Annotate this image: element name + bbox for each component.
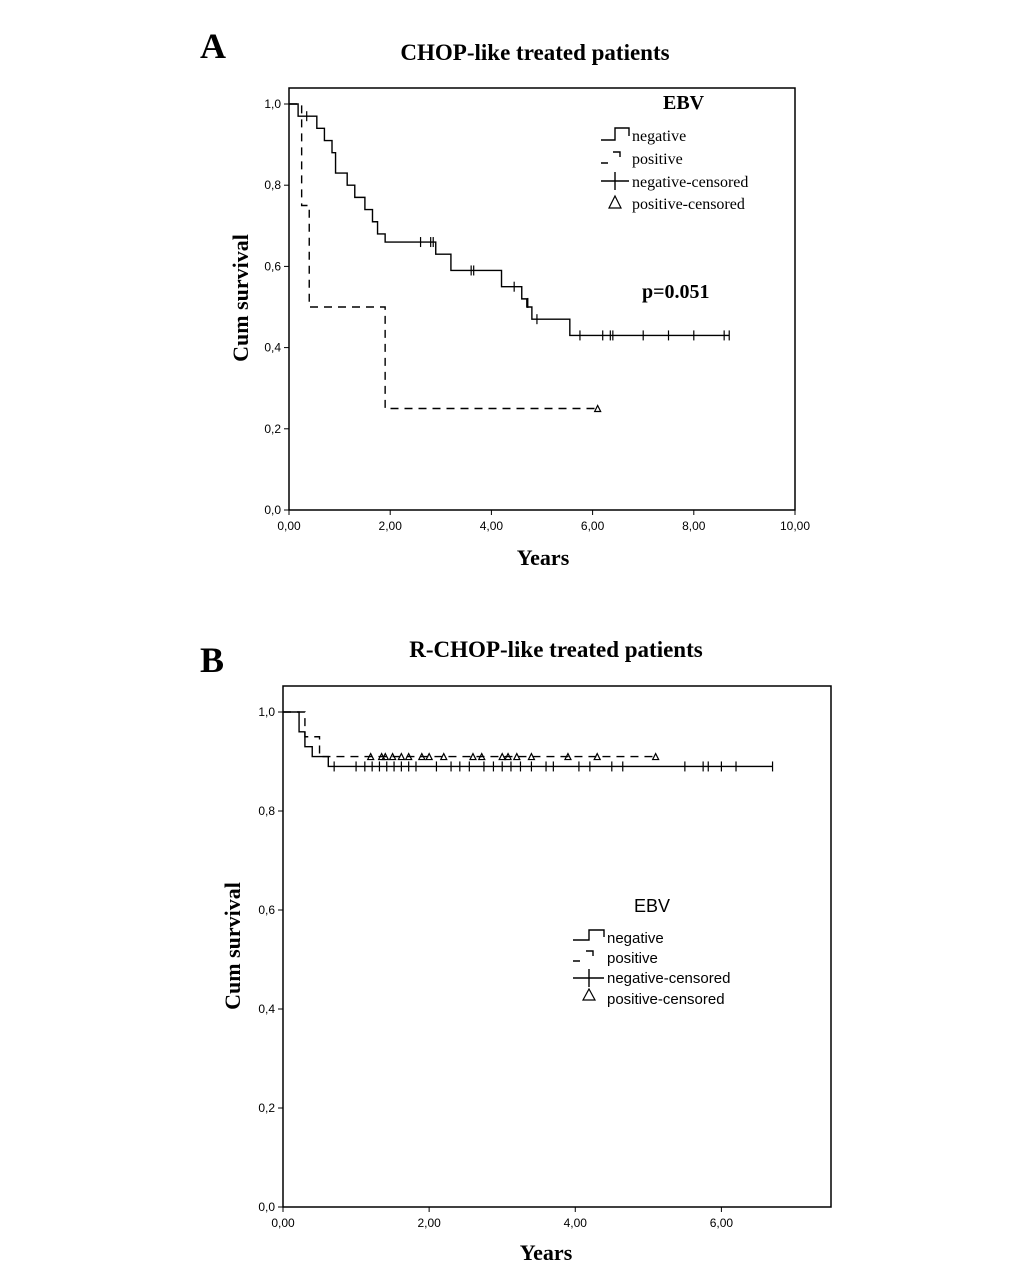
series-negative-line [283, 712, 773, 766]
panel-b-legend-positive-censored-swatch [583, 989, 595, 1000]
series-positive-censor-mark [426, 754, 432, 760]
panel-b-legend-negative-censored: negative-censored [607, 970, 731, 987]
panel-a-legend-positive-censored-swatch [609, 196, 621, 208]
panel-b-legend-title: EBV [634, 896, 671, 916]
panel-a-y-ticks [264, 97, 289, 517]
panel-a-legend-negative: negative [632, 128, 687, 145]
x-tick-label: 4,00 [479, 519, 504, 533]
panel-a-legend-negative-swatch [601, 128, 629, 140]
panel-a-legend [601, 92, 748, 213]
y-tick-label: 0,0 [264, 503, 281, 517]
panel-a-legend-positive: positive [632, 151, 683, 168]
panel-a-legend-title: EBV [663, 92, 705, 114]
panel-b-legend-positive: positive [607, 950, 658, 967]
y-tick-label: 0,6 [258, 903, 275, 917]
panel-b-legend [573, 896, 730, 1008]
y-tick-label: 0,2 [258, 1101, 275, 1115]
y-tick-label: 0,8 [264, 178, 281, 193]
y-tick-label: 0,2 [264, 421, 281, 436]
x-tick-label: 6,00 [580, 519, 605, 533]
series-positive-censor-mark [528, 754, 534, 760]
panel-b-legend-positive-censored: positive-censored [607, 991, 725, 1008]
series-positive-censor-mark [653, 754, 659, 760]
panel-a-p-value: p=0.051 [642, 281, 710, 303]
x-tick-label: 0,00 [277, 519, 301, 533]
panel-a-plot-frame [289, 88, 795, 510]
y-tick-label: 0,4 [264, 340, 281, 355]
panel-b-y-axis-label: Cum survival [220, 882, 245, 1010]
series-positive-censor-mark [514, 754, 520, 760]
panel-a-x-ticks [277, 510, 810, 533]
panel-b-x-ticks [271, 1207, 733, 1230]
x-tick-label: 2,00 [417, 1216, 441, 1230]
x-tick-label: 0,00 [271, 1216, 295, 1230]
y-tick-label: 0,0 [258, 1200, 275, 1214]
series-positive-censor-mark [595, 406, 601, 412]
x-tick-label: 8,00 [682, 519, 706, 533]
y-tick-label: 1,0 [264, 97, 281, 111]
panel-a-x-axis-label: Years [516, 545, 570, 570]
panel-b-curves [283, 712, 773, 771]
x-tick-label: 2,00 [378, 519, 402, 533]
panel-a-title: CHOP-like treated patients [400, 40, 670, 65]
panel-b-legend-positive-swatch [573, 951, 593, 961]
panel-a-letter: A [200, 26, 226, 66]
panel-a-legend-positive-swatch [601, 152, 620, 163]
y-tick-label: 0,8 [258, 804, 275, 818]
panel-a-legend-negative-censored: negative-censored [632, 174, 749, 191]
series-positive-censor-mark [470, 754, 476, 760]
panel-a-chart [200, 26, 810, 570]
y-tick-label: 0,4 [258, 1002, 275, 1016]
panel-b-legend-negative-censored-swatch [573, 969, 604, 987]
panel-b-x-axis-label: Years [519, 1240, 573, 1265]
y-tick-label: 1,0 [258, 705, 275, 719]
x-tick-label: 4,00 [563, 1216, 587, 1230]
panel-a-y-axis-label: Cum survival [228, 234, 253, 362]
series-positive-censor-mark [398, 754, 404, 760]
series-positive-censor-mark [499, 754, 505, 760]
panel-a-legend-negative-censored-swatch [601, 172, 629, 190]
x-tick-label: 6,00 [709, 1216, 734, 1230]
panel-b-legend-negative-swatch [573, 930, 604, 940]
panel-a-legend-positive-censored: positive-censored [632, 196, 745, 213]
series-positive-censor-mark [441, 754, 447, 760]
panel-b-letter: B [200, 640, 225, 680]
series-positive-line [289, 104, 598, 409]
panel-b-legend-negative: negative [607, 930, 664, 947]
panel-b-y-ticks [258, 705, 283, 1214]
series-positive-censor-mark [594, 754, 600, 760]
series-positive-line [283, 712, 656, 757]
y-tick-label: 0,6 [264, 259, 281, 274]
x-tick-label: 10,00 [779, 519, 811, 533]
panel-b-title: R-CHOP-like treated patients [409, 637, 703, 662]
panel-b-chart [200, 637, 831, 1265]
